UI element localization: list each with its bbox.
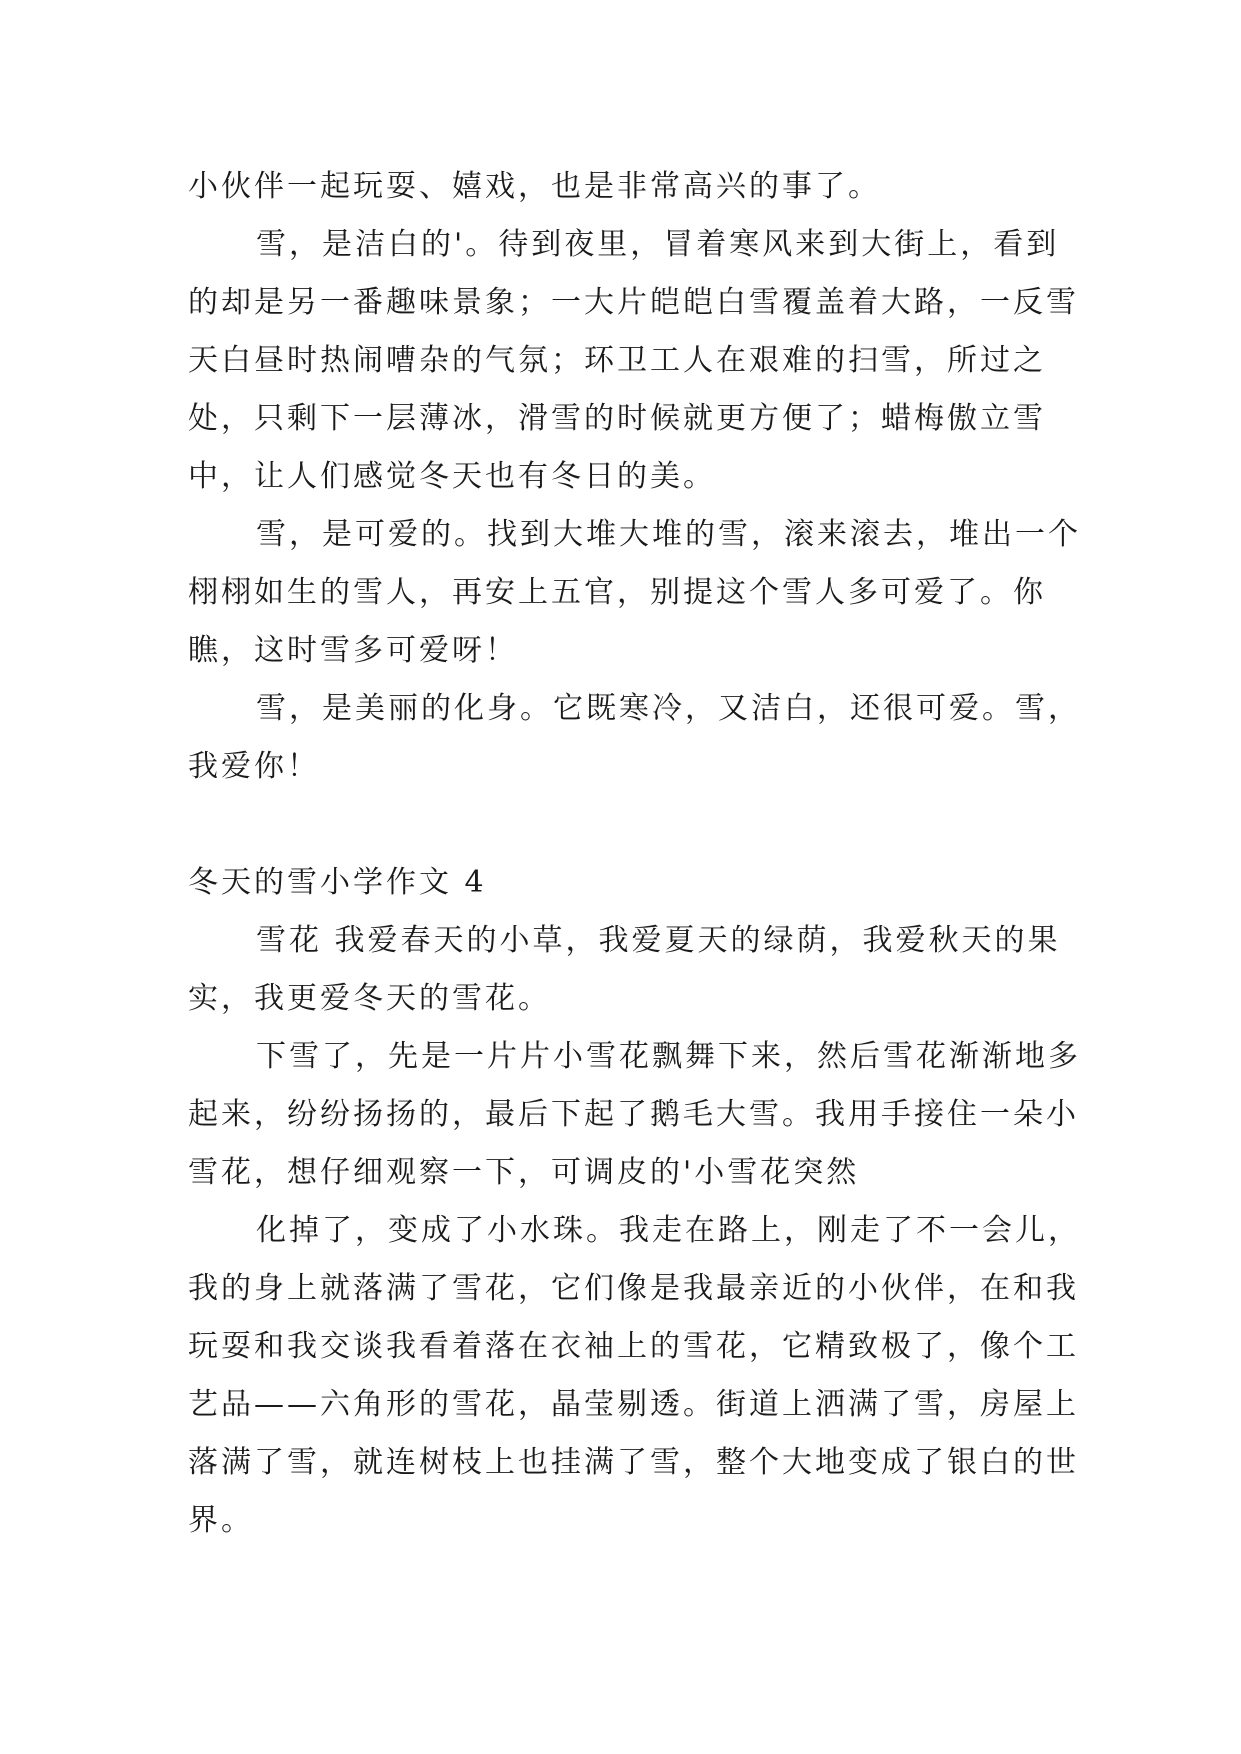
paragraph: 雪，是可爱的。找到大堆大堆的雪，滚来滚去，堆出一个栩栩如生的雪人，再安上五官，别提这个雪人多可爱了。你瞧，这时雪多可爱呀！ [188, 517, 1081, 668]
section-essay-4 [188, 854, 1088, 1550]
document-body [188, 158, 1088, 1550]
paragraph: 雪，是洁白的'。待到夜里，冒着寒风来到大街上，看到的却是另一番趣味景象；一大片皑皑白雪覆盖着大路，一反雪天白昼时热闹嘈杂的气氛；环卫工人在艰难的扫雪，所过之处，只剩下一层薄冰，滑雪的时候就更方便了；蜡梅傲立雪中，让人们感觉冬天也有冬日的美。 [188, 227, 1079, 494]
paragraph: 小伙伴一起玩耍、嬉戏，也是非常高兴的事了。 [188, 169, 881, 204]
paragraph: 化掉了，变成了小水珠。我走在路上，刚走了不一会儿，我的身上就落满了雪花，它们像是我最亲近的小伙伴，在和我玩耍和我交谈我看着落在衣袖上的雪花，它精致极了，像个工艺品——六角形的雪花，晶莹剔透。街道上洒满了雪，房屋上落满了雪，就连树枝上也挂满了雪，整个大地变成了银白的世界。 [188, 1213, 1081, 1538]
paragraph: 下雪了，先是一片片小雪花飘舞下来，然后雪花渐渐地多起来，纷纷扬扬的，最后下起了鹅毛大雪。我用手接住一朵小雪花，想仔细观察一下，可调皮的'小雪花突然 [188, 1039, 1081, 1190]
paragraph: 雪，是美丽的化身。它既寒冷，又洁白，还很可爱。雪，我爱你！ [188, 691, 1081, 784]
section-continuation [188, 158, 1088, 796]
section-heading: 冬天的雪小学作文 4 [188, 865, 487, 900]
paragraph: 雪花 我爱春天的小草，我爱夏天的绿荫，我爱秋天的果实，我更爱冬天的雪花。 [188, 923, 1061, 1016]
